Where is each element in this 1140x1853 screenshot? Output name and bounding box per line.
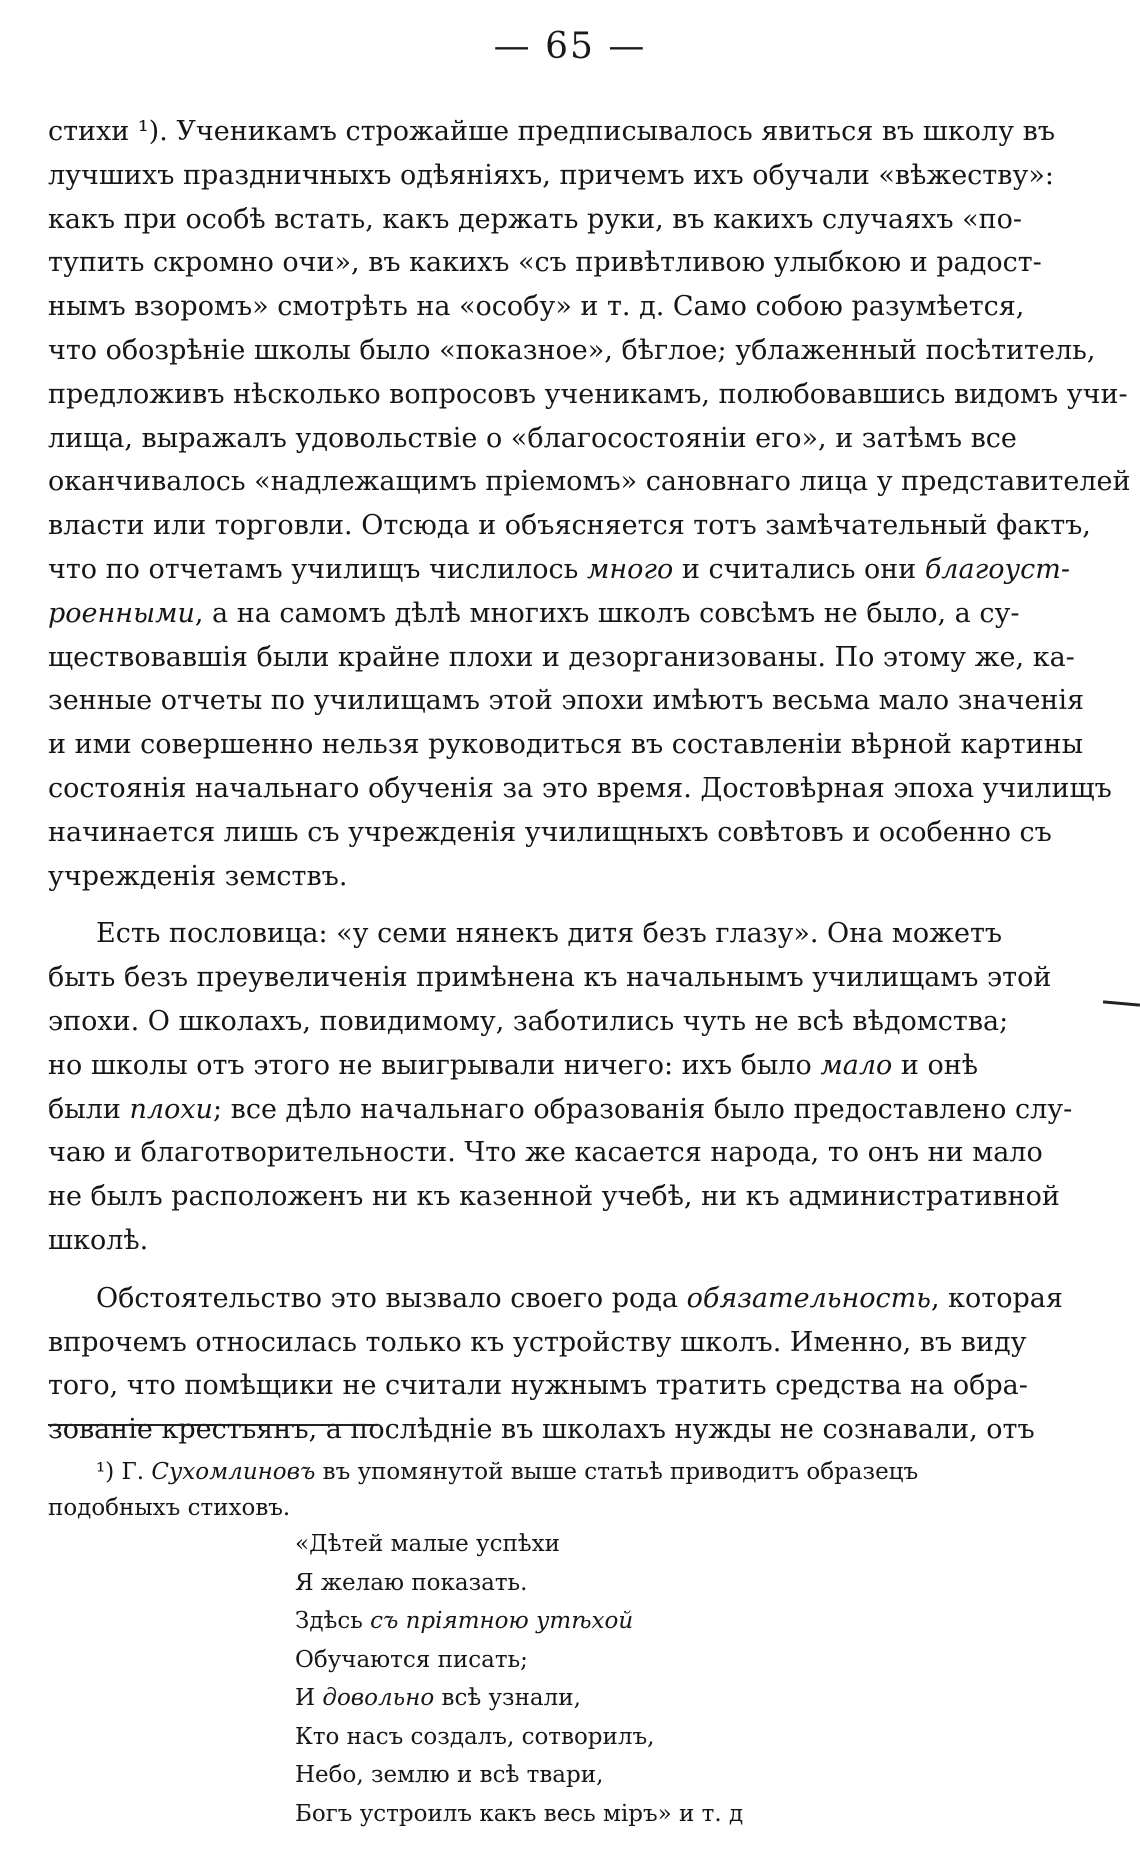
text-line xyxy=(48,417,1050,461)
text-line xyxy=(48,329,1096,373)
text-segment: , которая xyxy=(930,1282,1063,1314)
text-line xyxy=(48,912,1050,956)
text-line xyxy=(295,1795,743,1834)
footnote xyxy=(48,1454,1050,1526)
text-line xyxy=(48,373,1128,417)
text-line xyxy=(48,504,1091,548)
text-line xyxy=(48,154,1054,198)
text-line xyxy=(48,592,1050,636)
text-segment: учрежденія земствъ. xyxy=(48,860,348,892)
text-line xyxy=(48,285,1050,329)
italic-text: мало xyxy=(820,1049,893,1081)
text-segment: Есть пословица: «у семи нянекъ дитя безъ глазу». Она можетъ xyxy=(96,918,1003,950)
text-line xyxy=(48,1490,1050,1526)
footnote-poem xyxy=(295,1525,743,1833)
text-segment: , а на самомъ дѣлѣ многихъ школъ совсѣмъ не было, а су- xyxy=(194,597,1020,629)
text-line xyxy=(48,1219,1050,1263)
text-segment: Небо, землю и всѣ твари, xyxy=(295,1762,604,1788)
text-segment: впрочемъ относилась только къ устройству школъ. Именно, въ виду xyxy=(48,1326,1027,1358)
text-line xyxy=(48,1364,1050,1408)
page-number: — 65 — xyxy=(493,26,647,67)
text-segment: ; все дѣло начальнаго образованія было предоставлено слу- xyxy=(212,1093,1073,1125)
text-line xyxy=(48,110,1056,154)
main-text xyxy=(48,110,1131,1452)
text-line xyxy=(48,241,1050,285)
footnote-divider xyxy=(48,1424,378,1426)
text-line xyxy=(295,1525,743,1564)
text-segment: какъ при особѣ встать, какъ держать руки, въ какихъ случаяхъ «по- xyxy=(48,203,1023,235)
italic-text: обязательность xyxy=(686,1282,931,1314)
text-line xyxy=(48,723,1084,767)
text-segment: не былъ расположенъ ни къ казенной учебѣ, ни къ административной xyxy=(48,1181,1060,1213)
text-segment: начинается лишь съ учрежденія училищныхъ совѣтовъ и особенно съ xyxy=(48,816,1052,848)
text-segment: и ими совершенно нельзя руководиться въ составленіи вѣрной картины xyxy=(48,729,1084,761)
text-line xyxy=(295,1718,743,1757)
italic-text: благоуст- xyxy=(924,553,1071,585)
text-line xyxy=(48,1277,1063,1321)
text-line xyxy=(48,1408,1050,1452)
paragraph xyxy=(48,110,1131,898)
text-line xyxy=(48,548,1071,592)
text-segment: Обстоятельство это вызвало своего рода xyxy=(96,1282,687,1314)
text-segment: что по отчетамъ училищъ числилось xyxy=(48,553,587,585)
italic-text: много xyxy=(586,553,674,585)
text-line xyxy=(48,1321,1050,1365)
italic-text: роенными xyxy=(48,597,195,629)
text-segment: быть безъ преувеличенія примѣнена къ начальнымъ училищамъ этой xyxy=(48,962,1052,994)
text-segment: тупить скромно очи», въ какихъ «съ привѣтливою улыбкою и радост- xyxy=(48,247,1042,279)
text-segment: нымъ взоромъ» смотрѣть на «особу» и т. д. Само собою разумѣется, xyxy=(48,291,1025,323)
text-line xyxy=(48,1131,1050,1175)
text-segment: предложивъ нѣсколько вопросовъ ученикамъ, полюбовавшись видомъ учи- xyxy=(48,378,1128,410)
text-segment: но школы отъ этого не выигрывали ничего: ихъ было xyxy=(48,1049,821,1081)
text-segment: оканчивалось «надлежащимъ пріемомъ» сановнаго лица у представителей xyxy=(48,466,1131,498)
text-line xyxy=(48,767,1112,811)
text-segment: лища, выражалъ удовольствіе о «благосостояніи его», и затѣмъ все xyxy=(48,422,1017,454)
italic-text: довольно xyxy=(322,1685,435,1711)
text-line xyxy=(48,1175,1060,1219)
text-segment: зованіе крестьянъ, а послѣдніе въ школахъ нужды не сознавали, отъ xyxy=(48,1414,1035,1446)
text-segment: Я желаю показать. xyxy=(295,1569,528,1596)
text-segment: власти или торговли. Отсюда и объясняется тотъ замѣчательный фактъ, xyxy=(48,510,1091,542)
text-line xyxy=(295,1756,743,1795)
text-segment: того, что помѣщики не считали нужнымъ тратить средства на обра- xyxy=(48,1370,1028,1402)
text-segment: «Дѣтей малые успѣхи xyxy=(295,1531,560,1557)
text-segment: эпохи. О школахъ, повидимому, заботились чуть не всѣ вѣдомства; xyxy=(48,1005,1009,1037)
text-line xyxy=(48,1454,1050,1490)
text-segment: школѣ. xyxy=(48,1224,149,1256)
text-segment: были xyxy=(48,1093,130,1125)
text-line xyxy=(48,636,1075,680)
text-segment: стихи ¹). Ученикамъ строжайше предписывалось явиться въ школу въ xyxy=(48,116,1056,147)
text-line xyxy=(295,1602,743,1641)
text-segment: и считались они xyxy=(673,553,925,585)
paragraph xyxy=(48,912,1073,1262)
text-segment: Здѣсь xyxy=(295,1608,371,1634)
text-segment: чаю и благотворительности. Что же касается народа, то онъ ни мало xyxy=(48,1137,1043,1169)
text-line xyxy=(48,1044,1050,1088)
text-line xyxy=(48,1088,1073,1132)
text-line xyxy=(295,1679,743,1718)
text-segment: въ упомянутой выше статьѣ приводитъ образецъ xyxy=(315,1459,919,1485)
text-line xyxy=(295,1641,743,1680)
text-line xyxy=(48,811,1050,855)
text-segment: подобныхъ стиховъ. xyxy=(48,1495,291,1521)
text-segment: ществовавшія были крайне плохи и дезорганизованы. По этому же, ка- xyxy=(48,641,1075,673)
text-segment: и онѣ xyxy=(892,1049,978,1081)
margin-mark xyxy=(1103,1000,1140,1006)
text-segment: состоянія начальнаго обученія за это время. Достовѣрная эпоха училищъ xyxy=(48,772,1112,804)
text-segment: всѣ узнали, xyxy=(434,1685,581,1711)
text-segment: что обозрѣніе школы было «показное», бѣглое; ублаженный посѣтитель, xyxy=(48,334,1096,366)
text-segment: лучшихъ праздничныхъ одѣяніяхъ, причемъ ихъ обучали «вѣжеству»: xyxy=(48,159,1054,191)
text-line xyxy=(48,460,1131,504)
text-line xyxy=(48,855,1050,899)
text-line xyxy=(48,679,1085,723)
italic-text: Сухомлиновъ xyxy=(151,1459,316,1485)
text-segment: зенные отчеты по училищамъ этой эпохи имѣютъ весьма мало значенія xyxy=(48,685,1085,717)
text-line xyxy=(295,1564,743,1603)
text-line xyxy=(48,1000,1050,1044)
text-segment: И xyxy=(295,1685,323,1711)
italic-text: плохи xyxy=(129,1093,213,1125)
text-line xyxy=(48,956,1050,1000)
text-segment: Кто насъ создалъ, сотворилъ, xyxy=(295,1723,655,1750)
text-line xyxy=(48,198,1050,242)
text-segment: ¹) Г. xyxy=(96,1459,152,1485)
italic-text: съ пріятною утѣхой xyxy=(370,1608,634,1634)
text-segment: Обучаются писать; xyxy=(295,1646,528,1673)
text-segment: Богъ устроилъ какъ весь міръ» и т. д xyxy=(295,1800,744,1827)
